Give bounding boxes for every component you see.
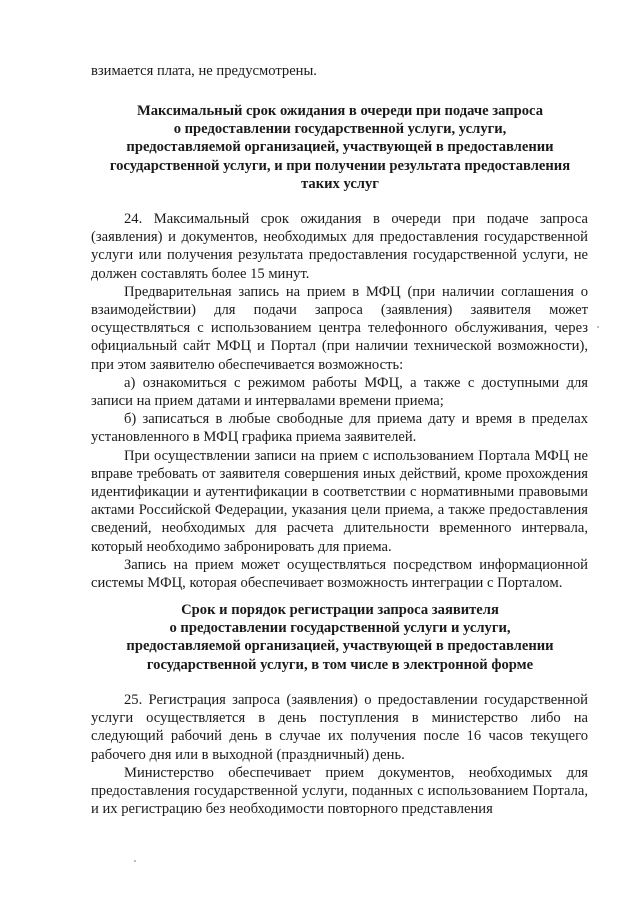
scan-speck <box>134 860 136 862</box>
continuation-line: взимается плата, не предусмотрены. <box>91 63 317 79</box>
paragraph-info-system: Запись на прием может осуществляться посредством информационной системы МФЦ, которая обеспечивает возможность интеграции с Порталом. <box>91 556 588 592</box>
section-1-heading-line: Максимальный срок ожидания в очереди при подаче запроса <box>136 103 543 119</box>
section-2-heading-line: о предоставлении государственной услуги и услуги, <box>169 620 511 637</box>
paragraph-item-b: б) записаться в любые свободные для приема дату и время в пределах установленного в МФЦ графика приема заявителей. <box>91 411 588 446</box>
section-1-heading-line: предоставляемой организацией, участвующей в предоставлении <box>126 139 554 156</box>
section-1-heading-line: о предоставлении государственной услуги, услуги, <box>173 121 507 138</box>
section-2-heading-line: государственной услуги, в том числе в электронной форме <box>146 656 534 673</box>
paragraph-preliminary-booking: Предварительная запись на прием в МФЦ (при наличии соглашения о взаимодействии) для подачи запроса (заявления) заявителя может осуществляться с использованием центра телефонного обслуживания, через официальный сайт МФЦ и Портал (при наличии технической возможности), при этом заявителю обеспечивается возможность: <box>91 283 588 373</box>
continuation-text-block <box>91 62 588 80</box>
section-1-heading-line: государственной услуги, и при получении результата предоставления <box>109 157 571 174</box>
paragraph-25: 25. Регистрация запроса (заявления) о предоставлении государственной услуги осуществляется в день поступления в министерство либо на следующий рабочий день в случае их получения после 16 часов текущего рабочего дня или в выходной (праздничный) день. <box>91 692 588 763</box>
section-1-heading-line: таких услуг <box>301 175 379 192</box>
section-2-body <box>91 691 588 818</box>
paragraph-ministry-portal: Министерство обеспечивает прием документов, необходимых для предоставления государственной услуги, поданных с использованием Портала, и их регистрацию без необходимости повторного представления <box>91 764 588 818</box>
section-2-heading <box>100 601 580 674</box>
paragraph-24: 24. Максимальный срок ожидания в очереди при подаче запроса (заявления) и документов, необходимых для предоставления государственной услуги или получения результата предоставления государственной услуги, не должен составлять более 15 минут. <box>91 211 588 282</box>
paragraph-portal-booking: При осуществлении записи на прием с использованием Портала МФЦ не вправе требовать от заявителя совершения иных действий, кроме прохождения идентификации и аутентификации в соответствии с нормативными правовыми актами Российской Федерации, указания цели приема, а также предоставления сведений, необходимых для расчета длительности временного интервала, который необходимо забронировать для приема. <box>91 447 588 555</box>
paragraph-item-a: а) ознакомиться с режимом работы МФЦ, а также с доступными для записи на прием датами и интервалами времени приема; <box>91 374 588 410</box>
section-1-body <box>91 210 588 592</box>
scan-speck <box>597 326 599 328</box>
section-1-heading <box>100 102 580 193</box>
section-2-heading-line: Срок и порядок регистрации запроса заявителя <box>181 602 499 618</box>
section-2-heading-line: предоставляемой организацией, участвующей в предоставлении <box>126 638 554 655</box>
